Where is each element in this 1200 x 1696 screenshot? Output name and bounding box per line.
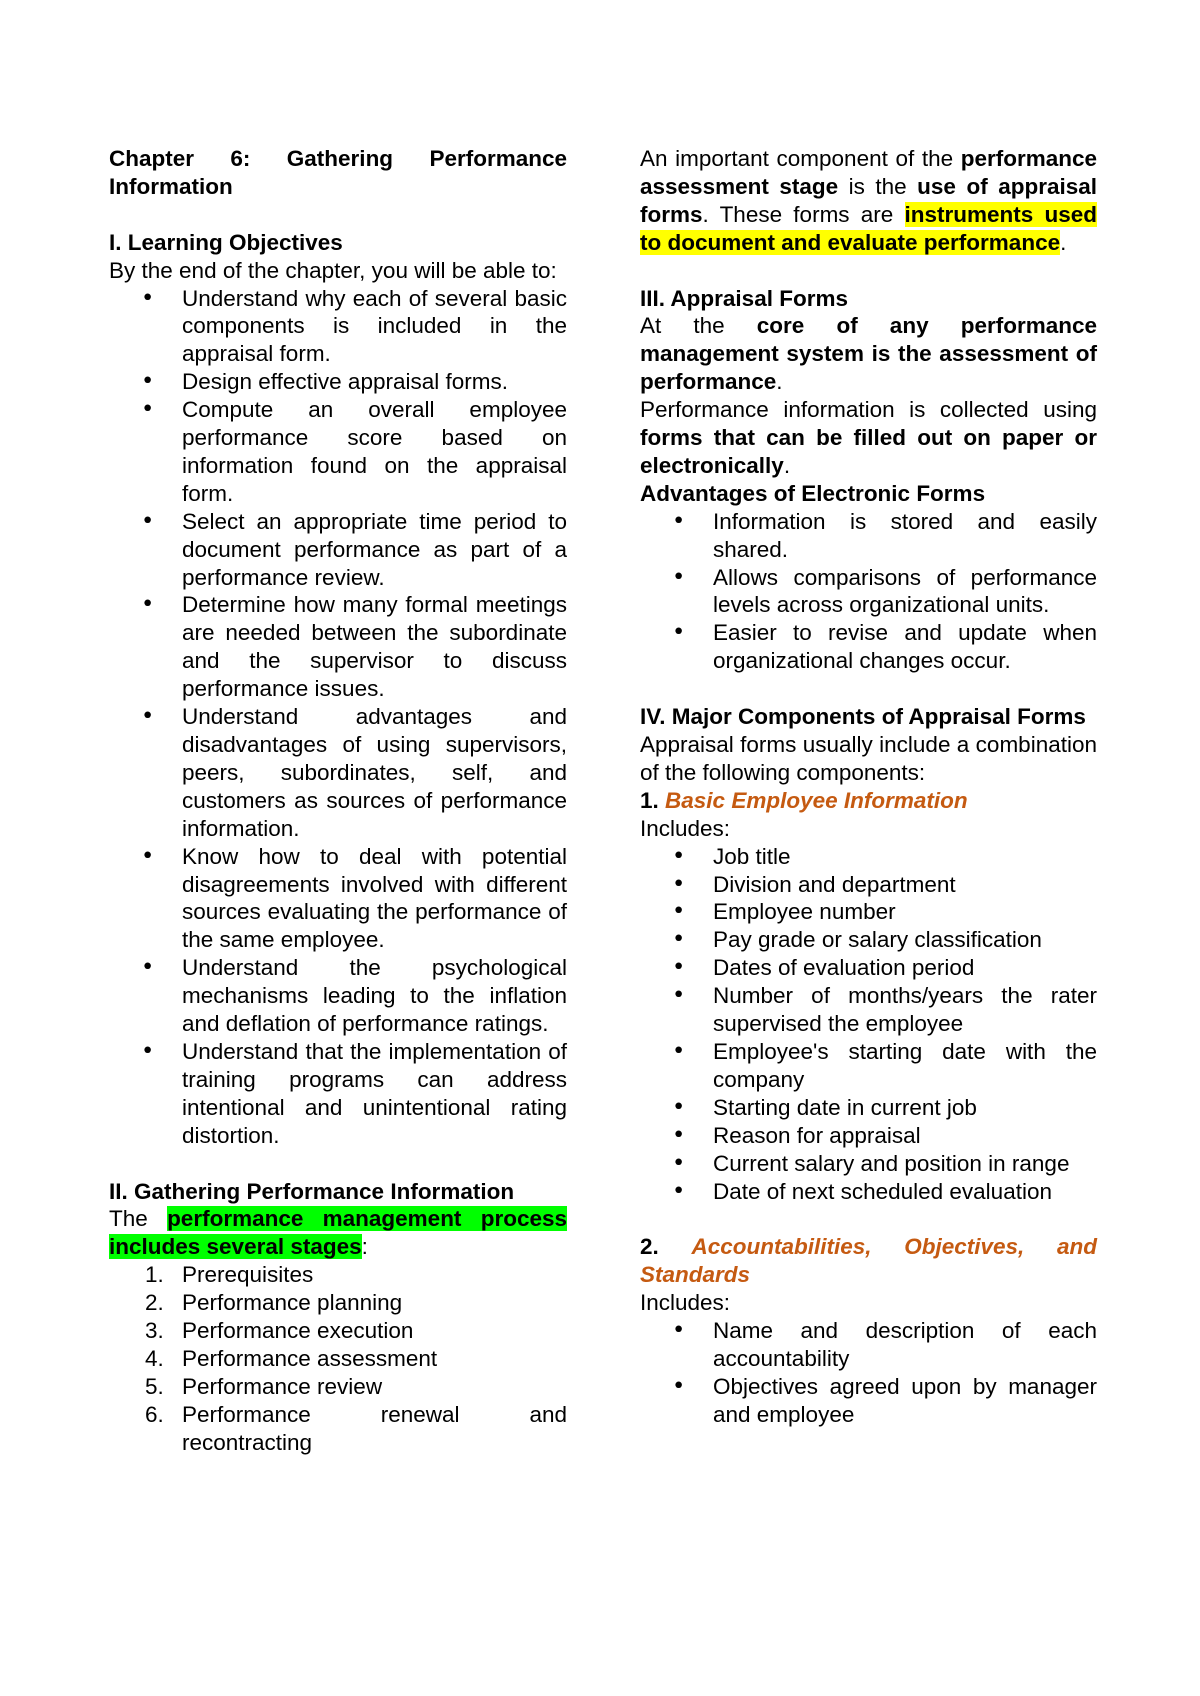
component-1-includes: Includes: [640,815,731,841]
list-item: • Reason for appraisal [640,1122,1097,1150]
highlight-instruments: instruments used to document and evaluate performance [640,201,1097,255]
list-item: • Division and department [640,871,1097,899]
list-item: • Dates of evaluation period [640,954,1097,982]
list-item: • Understand advantages and disadvantages of using supervisors, peers, subordinates, self, and customers as sources of performance information. [109,703,567,843]
list-item: • Pay grade or salary classification [640,926,1097,954]
list-item: • Understand the psychological mechanisms leading to the inflation and deflation of performance ratings. [109,954,567,1038]
list-item: • Current salary and position in range [640,1150,1097,1178]
stages-intro: The performance management process includes several stages: [109,1206,568,1260]
list-item: • Easier to revise and update when organizational changes occur. [640,619,1097,675]
list-item: • Design effective appraisal forms. [109,368,567,396]
list-item: • Select an appropriate time period to document performance as part of a performance review. [109,508,567,592]
list-item: • Objectives agreed upon by manager and employee [640,1373,1097,1429]
list-item: • Information is stored and easily shared. [640,508,1097,564]
list-item: 1. Prerequisites [145,1262,314,1288]
list-item: • Allows comparisons of performance levels across organizational units. [640,564,1097,620]
list-item: 3. Performance execution [145,1318,414,1344]
chapter-title-line-1: Chapter 6: Gathering Performance [109,146,567,171]
learning-objectives-intro: By the end of the chapter, you will be able to: [109,257,557,283]
list-item: • Compute an overall employee performance score based on information found on the appraisal form. [109,396,567,508]
list-item: 4. Performance assessment [145,1345,438,1371]
component-1-title: 1. Basic Employee Information [640,787,968,813]
appraisal-forms-collected: Performance information is collected using forms that can be filled out on paper or electronically. [640,397,1097,478]
major-components-intro: Appraisal forms usually include a combination of the following components: [640,732,1097,785]
list-item: • Determine how many formal meetings are needed between the subordinate and the supervisor to discuss performance issues. [109,591,567,703]
appraisal-forms-heading: III. Appraisal Forms [640,285,848,311]
objectives-list [109,285,567,1150]
major-components-heading: IV. Major Components of Appraisal Forms [640,704,1086,730]
list-item: • Know how to deal with potential disagreements involved with different sources evaluating the performance of the same employee. [109,843,567,955]
left-column [109,145,567,1457]
accountabilities-list [640,1317,1097,1429]
chapter-title-line-2: Information [109,173,233,199]
gathering-info-heading: II. Gathering Performance Information [109,1178,515,1204]
list-item: 5. Performance review [145,1373,383,1399]
list-item: • Number of months/years the rater supervised the employee [640,982,1097,1038]
list-item: 2. Performance planning [145,1290,403,1316]
list-item: • Name and description of each accountability [640,1317,1097,1373]
list-item: • Employee number [640,898,1097,926]
list-item: • Employee's starting date with the company [640,1038,1097,1094]
right-column [640,145,1097,1429]
assessment-intro: An important component of the performance assessment stage is the use of appraisal forms. These forms are instruments used to document and evaluate performance. [640,146,1097,255]
component-2-includes: Includes: [640,1290,731,1316]
appraisal-forms-core: At the core of any performance management system is the assessment of performance. [640,313,1097,395]
advantages-heading: Advantages of Electronic Forms [640,480,986,506]
learning-objectives-heading: I. Learning Objectives [109,229,343,255]
highlight-stages: performance management process includes several stages [109,1206,568,1260]
component-2-title: 2. Accountabilities, Objectives, and Standards [640,1234,1097,1288]
list-item: • Understand why each of several basic components is included in the appraisal form. [109,285,567,369]
advantages-list [640,508,1097,675]
list-item: 6. Performance renewal and recontracting [145,1401,567,1455]
list-item: • Starting date in current job [640,1094,1097,1122]
list-item: • Understand that the implementation of training programs can address intentional and unintentional rating distortion. [109,1038,567,1150]
list-item: • Date of next scheduled evaluation [640,1178,1097,1206]
stages-list [109,1261,567,1456]
list-item: • Job title [640,843,1097,871]
basic-info-list [640,843,1097,1206]
